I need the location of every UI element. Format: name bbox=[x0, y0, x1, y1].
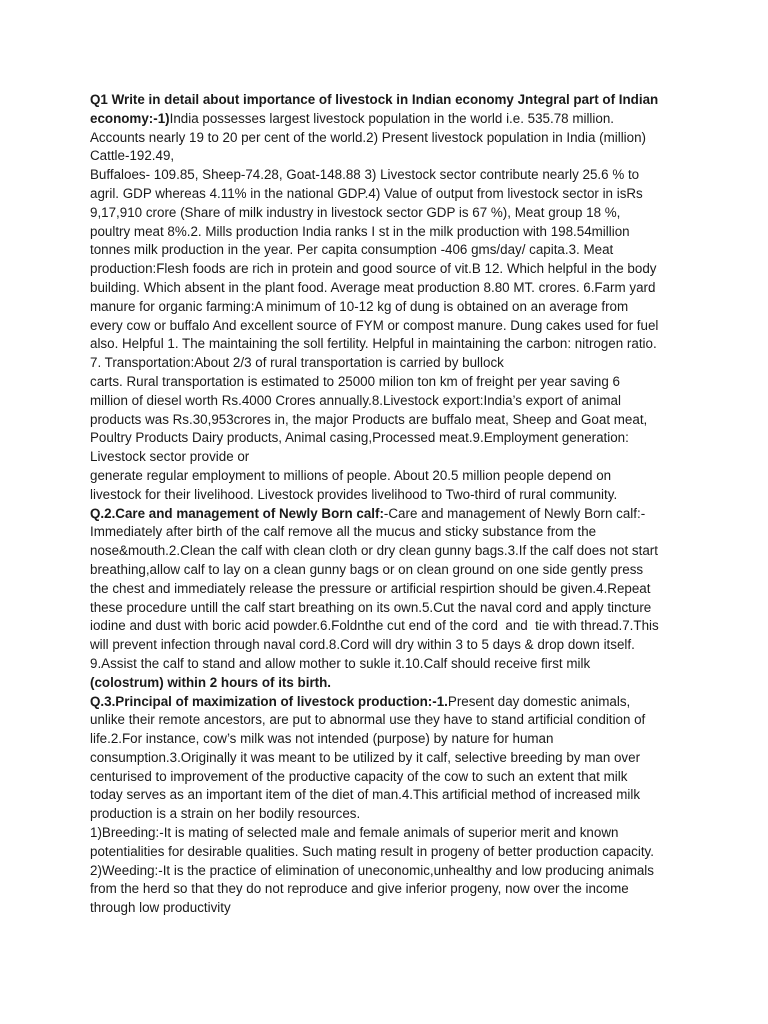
text-run: Livestock sector provide or bbox=[90, 449, 250, 465]
text-run: breathing,allow calf to lay on a clean gunny bags or on clean ground on one side gently press bbox=[90, 561, 644, 577]
text-line bbox=[90, 542, 690, 561]
text-run: from the herd so that they do not reproduce and give inferior progeny, now over the income bbox=[90, 881, 629, 897]
text-line bbox=[90, 185, 690, 204]
text-line bbox=[90, 373, 690, 392]
text-line bbox=[90, 166, 690, 185]
text-line bbox=[90, 317, 690, 336]
text-line bbox=[90, 786, 690, 805]
text-run: production is a strain on her bodily resources. bbox=[90, 806, 361, 822]
bold-text-run: Q.2.Care and management of Newly Born calf: bbox=[90, 505, 384, 521]
text-run: also. Helpful 1. The maintaining the soll fertility. Helpful in maintaining the carbon: nitrogen ratio. bbox=[90, 336, 657, 352]
text-line bbox=[90, 711, 690, 730]
text-line bbox=[90, 241, 690, 260]
text-line bbox=[90, 429, 690, 448]
text-line bbox=[90, 448, 690, 467]
text-run: nose&mouth.2.Clean the calf with clean cloth or dry clean gunny bags.3.If the calf does not start bbox=[90, 543, 658, 559]
text-run: 9.Assist the calf to stand and allow mother to sukle it.10.Calf should receive first milk bbox=[90, 655, 591, 671]
text-line bbox=[90, 617, 690, 636]
text-run: carts. Rural transportation is estimated to 25000 milion ton km of freight per year saving 6 bbox=[90, 373, 620, 389]
text-line bbox=[90, 730, 690, 749]
text-run: agril. GDP whereas 4.11% in the national GDP.4) Value of output from livestock sector in isRs bbox=[90, 185, 643, 201]
text-run: centurised to improvement of the productive capacity of the cow to such an extent that milk bbox=[90, 768, 628, 784]
text-run: million of diesel worth Rs.4000 Crores annually.8.Livestock export:India’s export of animal bbox=[90, 392, 621, 408]
text-run: 2)Weeding:-It is the practice of elimination of uneconomic,unhealthy and low producing animals bbox=[90, 862, 654, 878]
text-line bbox=[90, 91, 690, 110]
text-run: potentialities for desirable qualities. Such mating result in progeny of better production capacity. bbox=[90, 843, 654, 859]
text-line bbox=[90, 843, 690, 862]
text-run: livestock for their livelihood. Livestock provides livelihood to Two-third of rural community. bbox=[90, 486, 618, 502]
text-run: production:Flesh foods are rich in protein and good source of vit.B 12. Which helpful in the body bbox=[90, 261, 657, 277]
text-line bbox=[90, 768, 690, 787]
text-run: Buffaloes- 109.85, Sheep-74.28, Goat-148.88 3) Livestock sector contribute nearly 25.6 % to bbox=[90, 167, 640, 183]
text-run: generate regular employment to millions of people. About 20.5 million people depend on bbox=[90, 467, 612, 483]
text-run: the chest and immediately release the pressure or artificial respirtion should be given.4.Repeat bbox=[90, 580, 651, 596]
text-line bbox=[90, 880, 690, 899]
text-run: life.2.For instance, cow’s milk was not intended (purpose) by nature for human bbox=[90, 731, 554, 747]
bold-text-run: (colostrum) within 2 hours of its birth. bbox=[90, 674, 332, 690]
text-run: today serves as an important item of the diet of man.4.This artificial method of increased milk bbox=[90, 787, 641, 803]
text-line bbox=[90, 899, 690, 918]
text-run: unlike their remote ancestors, are put to abnormal use they have to stand artificial condition of bbox=[90, 712, 646, 728]
text-line bbox=[90, 693, 690, 712]
text-line bbox=[90, 805, 690, 824]
text-line bbox=[90, 749, 690, 768]
text-run: Poultry Products Dairy products, Animal casing,Processed meat.9.Employment generation: bbox=[90, 430, 629, 446]
text-run: Cattle-192.49, bbox=[90, 148, 175, 164]
text-run: building. Which absent in the plant food. Average meat production 8.80 MT. crores. 6.Farm yard bbox=[90, 279, 656, 295]
text-run: iodine and dust with boric acid powder.6.Foldnthe cut end of the cord and tie with thread.7.This bbox=[90, 618, 659, 634]
text-run: every cow or buffalo And excellent source of FYM or compost manure. Dung cakes used for fuel bbox=[90, 317, 659, 333]
text-run: 7. Transportation:About 2/3 of rural transportation is carried by bullock bbox=[90, 355, 504, 371]
text-line bbox=[90, 580, 690, 599]
text-run: tonnes milk production in the year. Per capita consumption -406 gms/day/ capita.3. Meat bbox=[90, 242, 614, 258]
text-line bbox=[90, 862, 690, 881]
text-run: manure for organic farming:A minimum of 10-12 kg of dung is obtained on an average from bbox=[90, 298, 629, 314]
text-run: products was Rs.30,953crores in, the major Products are buffalo meat, Sheep and Goat meat, bbox=[90, 411, 648, 427]
text-line bbox=[90, 486, 690, 505]
text-line bbox=[90, 523, 690, 542]
text-line bbox=[90, 223, 690, 242]
text-run: consumption.3.Originally it was meant to be utilized by it calf, selective breeding by man over bbox=[90, 749, 641, 765]
text-line bbox=[90, 411, 690, 430]
text-line bbox=[90, 147, 690, 166]
text-line bbox=[90, 505, 690, 524]
text-run: poultry meat 8%.2. Mills production India ranks I st in the milk production with 198.54million bbox=[90, 223, 630, 239]
document-body bbox=[90, 91, 690, 918]
text-run: Immediately after birth of the calf remove all the mucus and sticky substance from the bbox=[90, 524, 597, 540]
text-line bbox=[90, 392, 690, 411]
text-run: India possesses largest livestock population in the world i.e. 535.78 million. bbox=[169, 110, 614, 126]
bold-text-run: Q.3.Principal of maximization of livestock production:-1. bbox=[90, 693, 448, 709]
text-run: will prevent infection through naval cord.8.Cord will dry within 3 to 5 days & drop down itself. bbox=[90, 637, 635, 653]
text-line bbox=[90, 260, 690, 279]
text-line bbox=[90, 824, 690, 843]
text-run: Accounts nearly 19 to 20 per cent of the world.2) Present livestock population in India (million) bbox=[90, 129, 647, 145]
text-line bbox=[90, 279, 690, 298]
text-run: 9,17,910 crore (Share of milk industry in livestock sector GDP is 67 %), Meat group 18 %, bbox=[90, 204, 621, 220]
text-line bbox=[90, 129, 690, 148]
text-run: -Care and management of Newly Born calf:- bbox=[383, 505, 646, 521]
text-line bbox=[90, 354, 690, 373]
text-line bbox=[90, 110, 690, 129]
text-line bbox=[90, 298, 690, 317]
text-line bbox=[90, 674, 690, 693]
text-run: these procedure untill the calf start breathing on its own.5.Cut the naval cord and apply tincture bbox=[90, 599, 652, 615]
text-run: 1)Breeding:-It is mating of selected male and female animals of superior merit and known bbox=[90, 825, 619, 841]
text-line bbox=[90, 467, 690, 486]
text-line bbox=[90, 655, 690, 674]
bold-text-run: economy:-1) bbox=[90, 110, 170, 126]
text-line bbox=[90, 561, 690, 580]
text-line bbox=[90, 599, 690, 618]
text-line bbox=[90, 204, 690, 223]
text-run: Present day domestic animals, bbox=[447, 693, 631, 709]
text-line bbox=[90, 335, 690, 354]
text-line bbox=[90, 636, 690, 655]
text-run: through low productivity bbox=[90, 900, 231, 916]
bold-text-run: Q1 Write in detail about importance of livestock in Indian economy Jntegral part of Indian bbox=[90, 92, 659, 107]
